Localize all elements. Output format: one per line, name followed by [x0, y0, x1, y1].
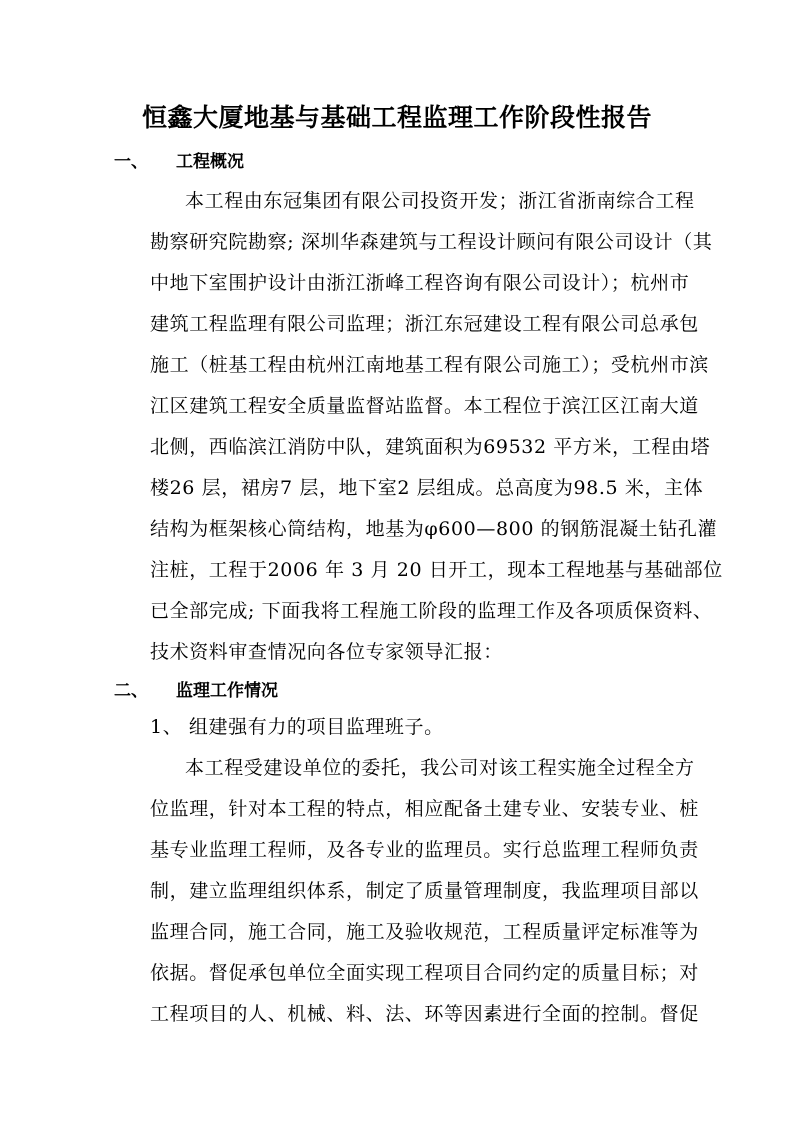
section-title-1: 工程概况 — [176, 152, 244, 172]
paragraph-line: 施工（桩基工程由杭州江南地基工程有限公司施工）；受杭州市滨 — [150, 354, 709, 376]
paragraph-line: 北侧，西临滨江消防中队，建筑面积为69532 平方米，工程由塔 — [150, 436, 711, 458]
document-title: 恒鑫大厦地基与基础工程监理工作阶段性报告 — [141, 103, 652, 132]
subsection-heading: 1、 组建强有力的项目监理班子。 — [150, 716, 444, 738]
paragraph-line: 技术资料审查情况向各位专家领导汇报： — [150, 641, 503, 663]
paragraph-line: 建筑工程监理有限公司监理；浙江东冠建设工程有限公司总承包 — [150, 313, 699, 335]
paragraph-line: 中地下室围护设计由浙江浙峰工程咨询有限公司设计）；杭州市 — [150, 272, 690, 294]
section-number-1: 一、 — [114, 152, 148, 172]
paragraph-line: 楼26 层，裙房7 层，地下室2 层组成。总高度为98.5 米，主体 — [150, 477, 704, 499]
paragraph-line: 基专业监理工程师，及各专业的监理员。实行总监理工程师负责 — [150, 839, 699, 861]
section-heading-1 — [114, 147, 244, 172]
paragraph-line: 本工程由东冠集团有限公司投资开发；浙江省浙南综合工程 — [185, 190, 695, 212]
paragraph-line: 工程项目的人、机械、料、法、环等因素进行全面的控制。督促 — [150, 1003, 699, 1025]
paragraph-line: 监理合同，施工合同，施工及验收规范，工程质量评定标准等为 — [150, 921, 699, 943]
paragraph-line: 制，建立监理组织体系，制定了质量管理制度，我监理项目部以 — [150, 880, 699, 902]
paragraph-line: 已全部完成; 下面我将工程施工阶段的监理工作及各项质保资料、 — [150, 600, 713, 622]
paragraph-line: 江区建筑工程安全质量监督站监督。本工程位于滨江区江南大道 — [150, 395, 699, 417]
section-title-2: 监理工作情况 — [176, 681, 278, 701]
paragraph-line: 注桩，工程于2006 年 3 月 20 日开工，现本工程地基与基础部位 — [150, 559, 723, 581]
paragraph-line: 依据。督促承包单位全面实现工程项目合同约定的质量目标；对 — [150, 962, 699, 984]
section-number-2: 二、 — [114, 681, 148, 701]
paragraph-line: 位监理，针对本工程的特点，相应配备土建专业、安装专业、桩 — [150, 798, 699, 820]
section-heading-2 — [114, 676, 278, 701]
paragraph-line: 本工程受建设单位的委托，我公司对该工程实施全过程全方 — [185, 757, 695, 779]
paragraph-line: 结构为框架核心筒结构，地基为φ600—800 的钢筋混凝土钻孔灌 — [150, 518, 718, 540]
paragraph-line: 勘察研究院勘察; 深圳华森建筑与工程设计顾问有限公司设计（其 — [150, 231, 713, 253]
